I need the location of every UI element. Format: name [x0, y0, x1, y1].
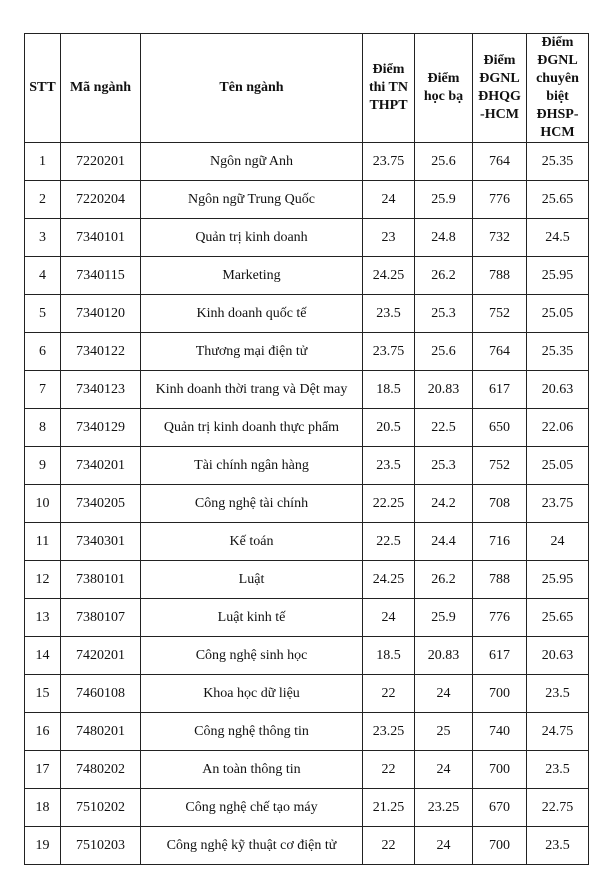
cell-dhsp: 24.5: [527, 219, 589, 257]
cell-stt: 17: [25, 751, 61, 789]
table-row: [25, 219, 589, 257]
cell-dhqg: 617: [473, 371, 527, 409]
cell-code: 7510203: [61, 827, 141, 865]
cell-dhsp: 25.05: [527, 447, 589, 485]
cell-hocba: 25.9: [415, 599, 473, 637]
table-row: [25, 599, 589, 637]
cell-thpt: 22.5: [363, 523, 415, 561]
cell-stt: 1: [25, 143, 61, 181]
header-name: Tên ngành: [141, 34, 363, 143]
cell-hocba: 26.2: [415, 257, 473, 295]
table-row: [25, 333, 589, 371]
header-hocba-line: Điểm: [427, 71, 460, 86]
cell-code: 7340129: [61, 409, 141, 447]
cell-stt: 15: [25, 675, 61, 713]
header-code: Mã ngành: [61, 34, 141, 143]
cell-dhqg: 700: [473, 751, 527, 789]
cell-hocba: 22.5: [415, 409, 473, 447]
cell-dhqg: 650: [473, 409, 527, 447]
table-row: [25, 751, 589, 789]
cell-name: Công nghệ kỹ thuật cơ điện tử: [141, 827, 363, 865]
cell-code: 7460108: [61, 675, 141, 713]
cell-stt: 9: [25, 447, 61, 485]
header-dhsp: [527, 34, 589, 143]
header-dhsp-line: ĐHSP-: [536, 107, 579, 122]
cell-stt: 18: [25, 789, 61, 827]
cell-dhsp: 23.5: [527, 751, 589, 789]
cell-name: Quản trị kinh doanh thực phẩm: [141, 409, 363, 447]
cell-thpt: 24.25: [363, 257, 415, 295]
cell-code: 7340123: [61, 371, 141, 409]
cell-stt: 2: [25, 181, 61, 219]
cell-stt: 14: [25, 637, 61, 675]
cell-name: An toàn thông tin: [141, 751, 363, 789]
cell-hocba: 25.6: [415, 143, 473, 181]
cell-dhqg: 732: [473, 219, 527, 257]
table-row: [25, 295, 589, 333]
cell-dhqg: 708: [473, 485, 527, 523]
cell-stt: 19: [25, 827, 61, 865]
cell-name: Công nghệ tài chính: [141, 485, 363, 523]
table-row: [25, 675, 589, 713]
cell-dhqg: 776: [473, 181, 527, 219]
cell-code: 7480201: [61, 713, 141, 751]
cell-code: 7340115: [61, 257, 141, 295]
cell-dhqg: 788: [473, 257, 527, 295]
cell-dhqg: 617: [473, 637, 527, 675]
cell-code: 7340122: [61, 333, 141, 371]
cell-thpt: 22.25: [363, 485, 415, 523]
cell-dhqg: 752: [473, 295, 527, 333]
cell-name: Quản trị kinh doanh: [141, 219, 363, 257]
cell-code: 7420201: [61, 637, 141, 675]
cell-name: Thương mại điện tử: [141, 333, 363, 371]
cell-dhsp: 22.06: [527, 409, 589, 447]
header-dhqg: [473, 34, 527, 143]
table-row: [25, 561, 589, 599]
table-row: [25, 447, 589, 485]
cell-stt: 16: [25, 713, 61, 751]
cell-dhsp: 25.35: [527, 143, 589, 181]
cell-dhsp: 25.95: [527, 257, 589, 295]
cell-dhqg: 764: [473, 143, 527, 181]
table-row: [25, 713, 589, 751]
cell-dhqg: 752: [473, 447, 527, 485]
cell-hocba: 23.25: [415, 789, 473, 827]
table-row: [25, 409, 589, 447]
table-body: [25, 143, 589, 865]
cell-hocba: 25.6: [415, 333, 473, 371]
cell-hocba: 24: [415, 675, 473, 713]
cell-dhsp: 23.5: [527, 675, 589, 713]
table-row: [25, 827, 589, 865]
cell-code: 7340120: [61, 295, 141, 333]
cell-hocba: 24: [415, 751, 473, 789]
header-dhsp-line: chuyên: [536, 71, 579, 86]
cell-code: 7510202: [61, 789, 141, 827]
cell-thpt: 22: [363, 675, 415, 713]
header-dhqg-line: Điểm: [483, 53, 516, 68]
cell-thpt: 21.25: [363, 789, 415, 827]
cell-dhsp: 24: [527, 523, 589, 561]
cell-thpt: 20.5: [363, 409, 415, 447]
header-thpt-line: thi TN: [368, 80, 409, 95]
cell-dhsp: 25.65: [527, 599, 589, 637]
cell-thpt: 22: [363, 827, 415, 865]
cell-stt: 10: [25, 485, 61, 523]
cell-name: Công nghệ thông tin: [141, 713, 363, 751]
header-dhsp-line: Điểm: [541, 35, 574, 50]
cell-thpt: 24: [363, 181, 415, 219]
cell-dhsp: 23.5: [527, 827, 589, 865]
cell-name: Kinh doanh quốc tế: [141, 295, 363, 333]
cell-name: Khoa học dữ liệu: [141, 675, 363, 713]
cell-dhsp: 25.65: [527, 181, 589, 219]
cell-name: Ngôn ngữ Anh: [141, 143, 363, 181]
table-row: [25, 181, 589, 219]
header-dhsp-line: biệt: [546, 89, 569, 104]
cell-dhsp: 25.05: [527, 295, 589, 333]
cell-stt: 11: [25, 523, 61, 561]
cell-hocba: 25.3: [415, 295, 473, 333]
cell-code: 7340101: [61, 219, 141, 257]
cell-name: Tài chính ngân hàng: [141, 447, 363, 485]
cell-stt: 12: [25, 561, 61, 599]
cell-name: Công nghệ sinh học: [141, 637, 363, 675]
cell-stt: 3: [25, 219, 61, 257]
cell-stt: 7: [25, 371, 61, 409]
header-hocba-line: học bạ: [423, 89, 464, 104]
cell-stt: 13: [25, 599, 61, 637]
cell-thpt: 23.75: [363, 143, 415, 181]
cell-thpt: 24: [363, 599, 415, 637]
cell-name: Kinh doanh thời trang và Dệt may: [141, 371, 363, 409]
cell-thpt: 23: [363, 219, 415, 257]
cell-thpt: 23.5: [363, 447, 415, 485]
cell-dhqg: 716: [473, 523, 527, 561]
table-row: [25, 485, 589, 523]
cell-name: Công nghệ chế tạo máy: [141, 789, 363, 827]
cell-stt: 5: [25, 295, 61, 333]
cell-hocba: 24.4: [415, 523, 473, 561]
cell-name: Luật kinh tế: [141, 599, 363, 637]
cell-dhqg: 670: [473, 789, 527, 827]
cell-hocba: 25: [415, 713, 473, 751]
cell-dhsp: 22.75: [527, 789, 589, 827]
cell-dhqg: 740: [473, 713, 527, 751]
header-dhsp-line: HCM: [540, 125, 575, 140]
cell-name: Luật: [141, 561, 363, 599]
cell-code: 7220204: [61, 181, 141, 219]
header-stt: STT: [25, 34, 61, 143]
cell-stt: 8: [25, 409, 61, 447]
cell-dhsp: 25.95: [527, 561, 589, 599]
cell-hocba: 25.9: [415, 181, 473, 219]
cell-dhsp: 24.75: [527, 713, 589, 751]
cell-name: Kế toán: [141, 523, 363, 561]
admission-scores-table: [24, 33, 589, 865]
cell-dhqg: 788: [473, 561, 527, 599]
cell-hocba: 24.8: [415, 219, 473, 257]
table-row: [25, 143, 589, 181]
header-dhqg-line: -HCM: [480, 107, 519, 122]
header-dhqg-line: ĐHQG: [478, 89, 521, 104]
cell-code: 7340205: [61, 485, 141, 523]
header-dhsp-line: ĐGNL: [537, 53, 578, 68]
cell-stt: 4: [25, 257, 61, 295]
cell-code: 7480202: [61, 751, 141, 789]
cell-hocba: 26.2: [415, 561, 473, 599]
cell-name: Ngôn ngữ Trung Quốc: [141, 181, 363, 219]
cell-dhqg: 700: [473, 675, 527, 713]
header-row: [25, 34, 589, 143]
cell-thpt: 18.5: [363, 371, 415, 409]
header-thpt-line: Điểm: [372, 62, 405, 77]
cell-dhqg: 776: [473, 599, 527, 637]
cell-hocba: 24: [415, 827, 473, 865]
cell-stt: 6: [25, 333, 61, 371]
cell-thpt: 23.5: [363, 295, 415, 333]
table-row: [25, 789, 589, 827]
table-row: [25, 371, 589, 409]
cell-code: 7340301: [61, 523, 141, 561]
cell-dhqg: 764: [473, 333, 527, 371]
cell-code: 7380101: [61, 561, 141, 599]
cell-hocba: 20.83: [415, 371, 473, 409]
cell-hocba: 20.83: [415, 637, 473, 675]
cell-code: 7340201: [61, 447, 141, 485]
header-dhqg-line: ĐGNL: [479, 71, 520, 86]
cell-dhqg: 700: [473, 827, 527, 865]
cell-hocba: 24.2: [415, 485, 473, 523]
cell-thpt: 24.25: [363, 561, 415, 599]
cell-name: Marketing: [141, 257, 363, 295]
header-thpt: [363, 34, 415, 143]
table-row: [25, 523, 589, 561]
cell-thpt: 23.75: [363, 333, 415, 371]
table-row: [25, 637, 589, 675]
cell-dhsp: 20.63: [527, 371, 589, 409]
cell-thpt: 22: [363, 751, 415, 789]
cell-thpt: 23.25: [363, 713, 415, 751]
cell-dhsp: 25.35: [527, 333, 589, 371]
cell-dhsp: 23.75: [527, 485, 589, 523]
header-hocba: [415, 34, 473, 143]
cell-code: 7220201: [61, 143, 141, 181]
cell-hocba: 25.3: [415, 447, 473, 485]
cell-thpt: 18.5: [363, 637, 415, 675]
table-header: [25, 34, 589, 143]
cell-code: 7380107: [61, 599, 141, 637]
cell-dhsp: 20.63: [527, 637, 589, 675]
table-row: [25, 257, 589, 295]
header-thpt-line: THPT: [369, 98, 408, 113]
